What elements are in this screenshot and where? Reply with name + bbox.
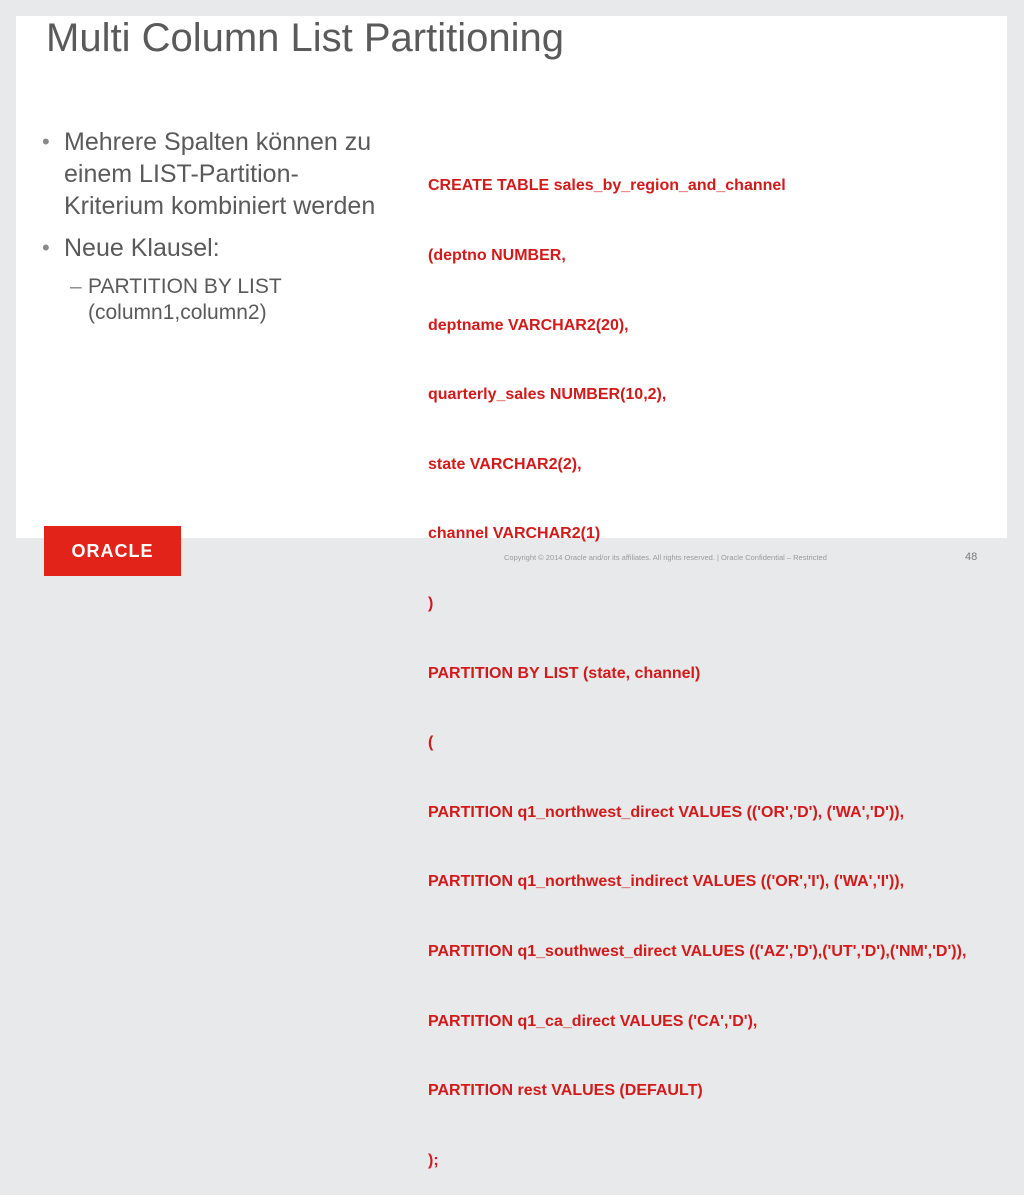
page-number: 48: [965, 551, 978, 563]
code-line: (: [428, 734, 434, 752]
code-line: deptname VARCHAR2(20),: [428, 316, 629, 334]
code-line: PARTITION q1_southwest_direct VALUES (('AZ','D'),('UT','D'),('NM','D')),: [428, 942, 967, 960]
bullet-dot-icon: •: [42, 235, 50, 260]
code-line: PARTITION q1_northwest_indirect VALUES (('OR','I'), ('WA','I')),: [428, 873, 905, 891]
bullet-text: Neue Klausel:: [64, 234, 220, 262]
bullet-item: [42, 126, 382, 222]
bullet-text: Mehrere Spalten können zu einem LIST-Partition-Kriterium kombiniert werden: [64, 128, 376, 220]
dash-icon: –: [70, 275, 82, 298]
sub-bullet-item: [42, 274, 382, 326]
code-line: CREATE TABLE sales_by_region_and_channel: [428, 177, 786, 195]
code-line: ): [428, 594, 434, 612]
code-line: PARTITION BY LIST (state, channel): [428, 664, 701, 682]
sql-code-block: [428, 128, 1008, 1195]
bullet-list: [42, 126, 382, 326]
copyright-footer: Copyright © 2014 Oracle and/or its affiliates. All rights reserved. | Oracle Confidential – Restricted: [504, 553, 827, 562]
sub-bullet-text: PARTITION BY LIST (column1,column2): [88, 275, 282, 324]
code-line: quarterly_sales NUMBER(10,2),: [428, 386, 667, 404]
oracle-logo: [44, 526, 181, 576]
code-line: );: [428, 1151, 439, 1169]
code-line: PARTITION rest VALUES (DEFAULT): [428, 1082, 703, 1100]
code-line: (deptno NUMBER,: [428, 247, 566, 264]
bullet-dot-icon: •: [42, 129, 50, 154]
code-line: state VARCHAR2(2),: [428, 455, 582, 473]
code-line: channel VARCHAR2(1): [428, 525, 601, 543]
logo-text: ORACLE: [71, 540, 154, 561]
code-line: PARTITION q1_northwest_direct VALUES (('OR','D'), ('WA','D')),: [428, 803, 905, 821]
code-line: PARTITION q1_ca_direct VALUES ('CA','D'),: [428, 1012, 758, 1030]
slide-title: Multi Column List Partitioning: [46, 16, 564, 60]
bullet-item: [42, 232, 382, 264]
